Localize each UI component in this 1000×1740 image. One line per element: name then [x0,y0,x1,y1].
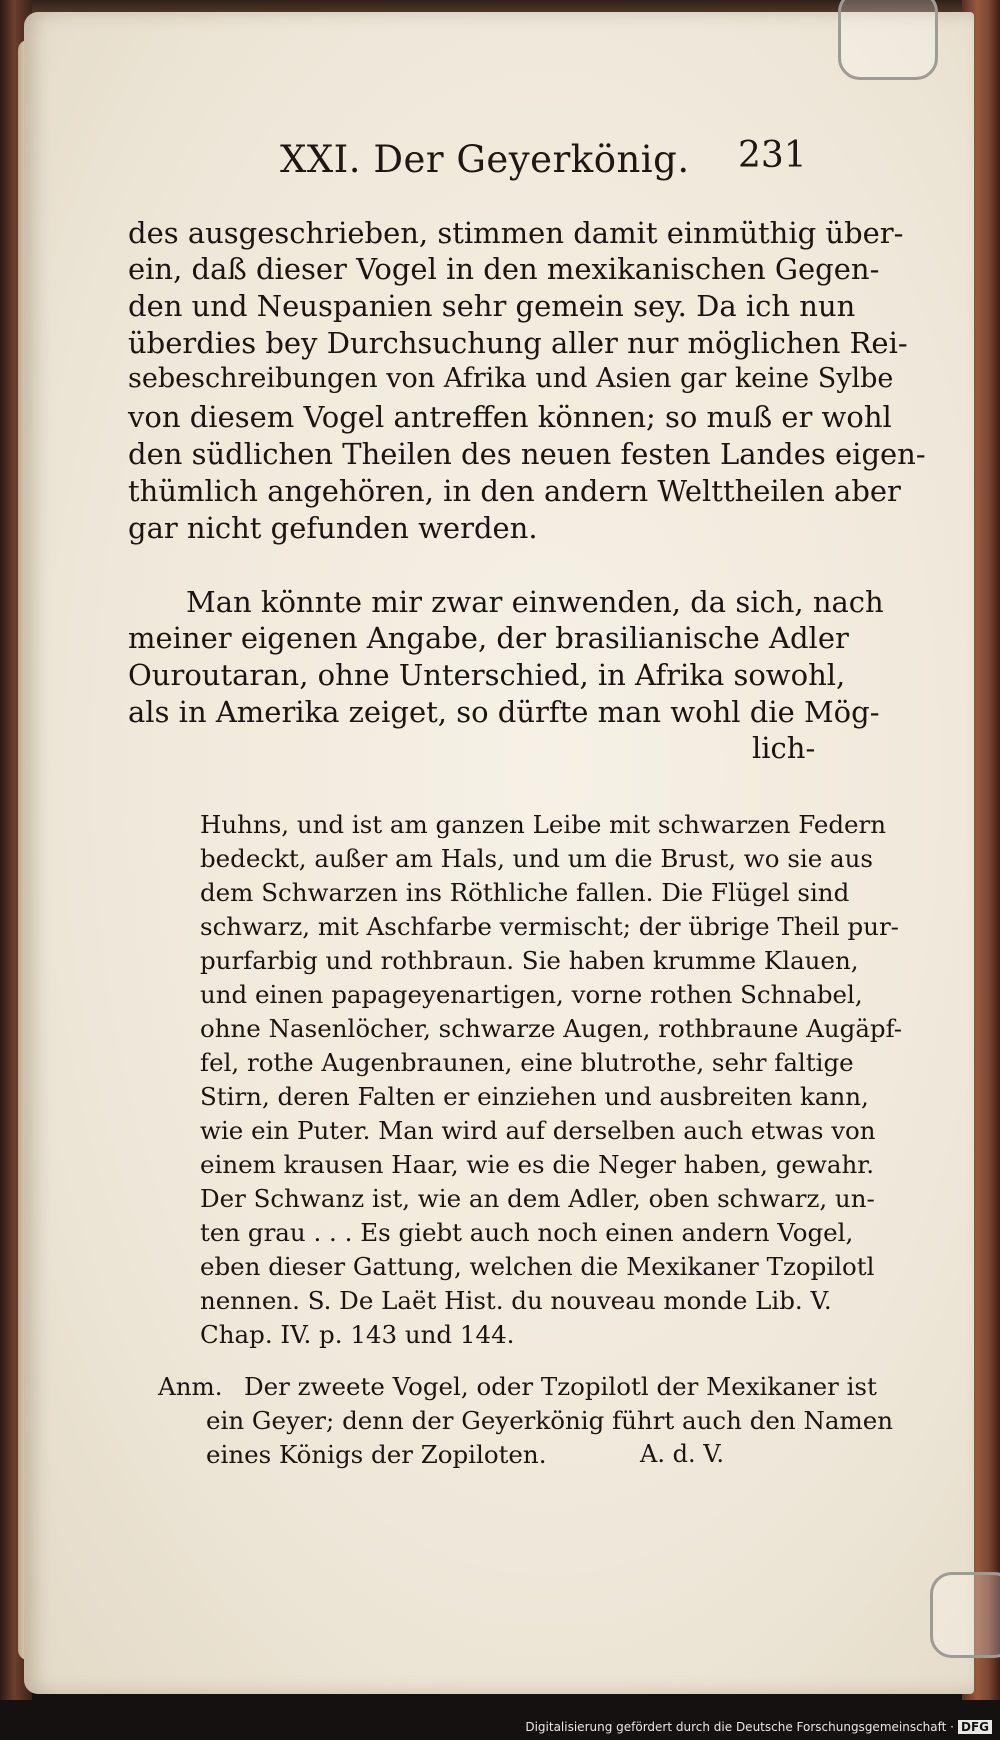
text-line: des ausgeschrieben, stimmen damit einmüthig über- [128,216,904,250]
text-line: thümlich angehören, in den andern Welttheilen aber [128,474,901,508]
text-line: den und Neuspanien sehr gemein sey. Da ich nun [128,289,856,323]
footnote-line: fel, rothe Augenbraunen, eine blutrothe, sehr faltige [200,1048,854,1077]
footnote-line: und einen papageyenartigen, vorne rothen Schnabel, [200,980,863,1009]
page-clip-bottom [930,1572,1000,1658]
text-line: von diesem Vogel antreffen können; so muß er wohl [128,400,892,434]
text-line: lich- [752,731,816,765]
footnote-line: Chap. IV. p. 143 und 144. [200,1320,515,1349]
footnote-line: nennen. S. De Laët Hist. du nouveau monde Lib. V. [200,1286,832,1315]
annotation-signature: A. d. V. [640,1440,724,1468]
text-line: sebeschreibungen von Afrika und Asien gar keine Sylbe [128,363,894,394]
footnote-line: eben dieser Gattung, welchen die Mexikaner Tzopilotl [200,1252,875,1281]
footnote-line: einem krausen Haar, wie es die Neger haben, gewahr. [200,1150,875,1179]
dfg-logo: DFG [958,1720,992,1734]
footnote-line: purfarbig und rothbraun. Sie haben krumme Klauen, [200,946,859,975]
text-line: überdies bey Durchsuchung aller nur möglichen Rei- [128,326,908,360]
text-line: meiner eigenen Angabe, der brasilianische Adler [128,621,849,655]
footnote-line: schwarz, mit Aschfarbe vermischt; der übrige Theil pur- [200,912,899,941]
footnote-line: bedeckt, außer am Hals, und um die Brust, wo sie aus [200,844,873,873]
footnote-line: wie ein Puter. Man wird auf derselben auch etwas von [200,1116,876,1145]
annotation-line: Der zweete Vogel, oder Tzopilotl der Mexikaner ist [244,1372,877,1401]
running-header: XXI. Der Geyerkönig. [280,138,690,181]
annotation-label: Anm. [158,1372,223,1401]
text-line: Man könnte mir zwar einwenden, da sich, nach [186,585,884,619]
footnote-line: ten grau . . . Es giebt auch noch einen andern Vogel, [200,1218,854,1247]
text-line: ein, daß dieser Vogel in den mexikanischen Gegen- [128,252,880,286]
text-line: Ouroutaran, ohne Unterschied, in Afrika sowohl, [128,658,846,692]
page-clip-top [838,0,938,80]
page-number: 231 [738,135,807,176]
footnote-line: Huhns, und ist am ganzen Leibe mit schwarzen Federn [200,810,887,839]
footnote-line: Stirn, deren Falten er einziehen und ausbreiten kann, [200,1082,869,1111]
digitization-credit [525,1720,992,1734]
annotation-line: ein Geyer; denn der Geyerkönig führt auch den Namen [206,1406,894,1435]
footnote-line: ohne Nasenlöcher, schwarze Augen, rothbraune Augäpf- [200,1014,903,1043]
footnote-line: Der Schwanz ist, wie an dem Adler, oben schwarz, un- [200,1184,875,1213]
text-line: als in Amerika zeiget, so dürfte man wohl die Mög- [128,695,880,729]
credit-text: Digitalisierung gefördert durch die Deutsche Forschungsgemeinschaft · [525,1720,954,1734]
text-line: gar nicht gefunden werden. [128,511,538,545]
footnote-line: dem Schwarzen ins Röthliche fallen. Die Flügel sind [200,878,850,907]
annotation-line: eines Königs der Zopiloten. [206,1440,547,1469]
text-line: den südlichen Theilen des neuen festen Landes eigen- [128,437,926,471]
